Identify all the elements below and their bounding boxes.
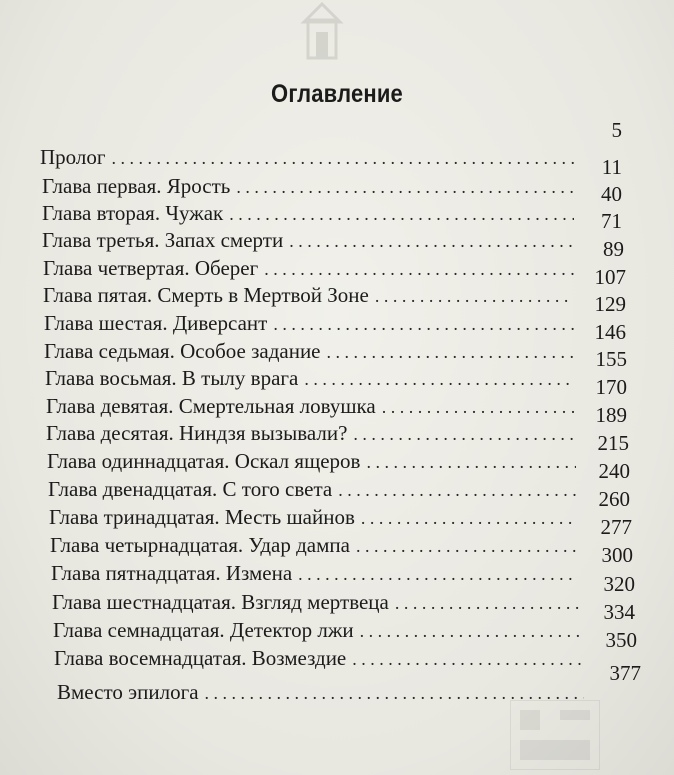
- toc-page-number: 260: [598, 487, 630, 511]
- toc-page-number: 300: [601, 543, 633, 567]
- toc-entry-label: Глава двенадцатая. С того света: [48, 477, 333, 501]
- toc-entry-label: Глава первая. Ярость: [42, 174, 231, 198]
- toc-entry[interactable]: [42, 201, 580, 226]
- toc-entry-label: Глава пятая. Смерть в Мертвой Зоне: [43, 283, 369, 307]
- toc-entry-label: Глава пятнадцатая. Измена: [51, 561, 293, 585]
- toc-page-number: 11: [601, 155, 622, 179]
- toc-entry[interactable]: [42, 174, 580, 199]
- toc-page-number: 146: [594, 320, 626, 344]
- toc-entry-label: Глава восемнадцатая. Возмездие: [54, 646, 347, 670]
- toc-entry-label: Глава семнадцатая. Детектор лжи: [53, 618, 354, 642]
- toc-page-number: 5: [611, 118, 622, 142]
- dot-leader: [352, 647, 582, 671]
- toc-entry-label: Глава девятая. Смертельная ловушка: [46, 394, 376, 418]
- page-title: Оглавление: [271, 80, 403, 108]
- toc-page-number: 155: [595, 347, 627, 371]
- bleed-through-barcode-icon: [510, 700, 600, 770]
- toc-page-number: 377: [609, 661, 641, 685]
- dot-leader: [338, 478, 576, 502]
- dot-leader: [111, 146, 574, 170]
- toc-page-number: 170: [595, 375, 627, 399]
- toc-entry[interactable]: [42, 228, 580, 253]
- toc-entry[interactable]: [45, 366, 580, 391]
- toc-entry[interactable]: [49, 505, 582, 530]
- toc-page-number: 89: [603, 237, 624, 261]
- dot-leader: [304, 367, 574, 391]
- toc-entry-label: Глава десятая. Ниндзя вызывали?: [46, 421, 348, 445]
- toc-entry-label: Глава шестая. Диверсант: [44, 311, 268, 335]
- toc-entry-label: Глава третья. Запах смерти: [42, 228, 284, 252]
- toc-entry[interactable]: [52, 590, 586, 615]
- toc-entry-label: Пролог: [40, 145, 106, 169]
- dot-leader: [382, 395, 574, 419]
- toc-entry[interactable]: [47, 449, 582, 474]
- toc-entry-label: Глава одиннадцатая. Оскал ящеров: [47, 449, 361, 473]
- toc-page-number: 215: [597, 431, 629, 455]
- toc-entry[interactable]: [54, 646, 588, 671]
- toc-entry-label: Глава восьмая. В тылу врага: [45, 366, 299, 390]
- toc-page-number: 129: [594, 292, 626, 316]
- toc-page-number: 240: [598, 459, 630, 483]
- toc-entry[interactable]: [46, 394, 580, 419]
- toc-entry-label: Глава тринадцатая. Месть шайнов: [49, 505, 355, 529]
- toc-page-number: 189: [595, 403, 627, 427]
- toc-entry[interactable]: [40, 145, 580, 170]
- toc-page-number: 334: [603, 600, 635, 624]
- toc-entry[interactable]: [43, 256, 580, 281]
- dot-leader: [395, 591, 580, 615]
- toc-entry-label: Глава шестнадцатая. Взгляд мертвеца: [52, 590, 389, 614]
- toc-entry[interactable]: [51, 561, 584, 586]
- toc-entry[interactable]: [46, 421, 580, 446]
- toc-entry[interactable]: [44, 311, 580, 336]
- toc-page-number: 71: [601, 209, 622, 233]
- toc-entry[interactable]: [53, 618, 586, 643]
- toc-entry[interactable]: [48, 477, 582, 502]
- dot-leader: [236, 175, 574, 199]
- toc-page-number: 350: [605, 628, 637, 652]
- toc-entry-label: Глава четырнадцатая. Удар дампа: [50, 533, 350, 557]
- toc-page-number: 107: [594, 265, 626, 289]
- dot-leader: [273, 312, 574, 336]
- toc-entry[interactable]: [44, 339, 580, 364]
- toc-entry-label: Глава четвертая. Оберег: [43, 256, 259, 280]
- toc-page-number: 320: [603, 572, 635, 596]
- dot-leader: [264, 257, 574, 281]
- dot-leader: [289, 229, 574, 253]
- toc-page-number: 277: [600, 515, 632, 539]
- dot-leader: [361, 506, 576, 530]
- dot-leader: [229, 202, 574, 226]
- toc-entry[interactable]: [43, 283, 580, 308]
- toc-entry-label: Глава седьмая. Особое задание: [44, 339, 321, 363]
- toc-entry-label: Вместо эпилога: [57, 680, 199, 704]
- toc-page-number: 40: [601, 182, 622, 206]
- toc-entry[interactable]: [50, 533, 584, 558]
- toc-entry-label: Глава вторая. Чужак: [42, 201, 224, 225]
- dot-leader: [327, 340, 575, 364]
- dot-leader: [366, 450, 576, 474]
- dot-leader: [375, 284, 574, 308]
- dot-leader: [360, 619, 580, 643]
- dot-leader: [298, 562, 578, 586]
- dot-leader: [356, 534, 578, 558]
- dot-leader: [353, 422, 574, 446]
